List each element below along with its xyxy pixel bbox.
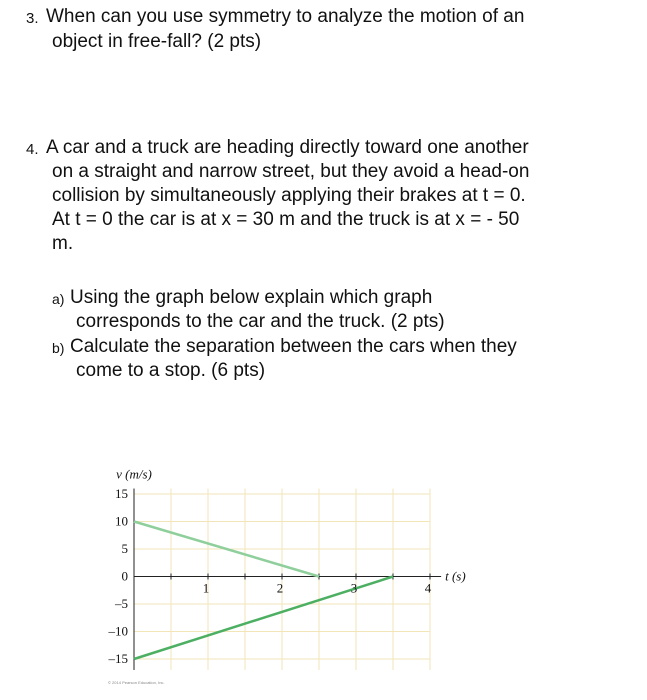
question-3-line-2: object in free-fall? (2 pts) xyxy=(52,31,262,52)
question-4-line-5: m. xyxy=(52,233,74,254)
part-b-label: b) xyxy=(52,340,65,356)
y-tick-label: –5 xyxy=(115,596,128,611)
part-a-line-1: Using the graph below explain which graph xyxy=(70,287,433,308)
y-tick-label: 5 xyxy=(121,541,128,556)
y-tick-label: 10 xyxy=(115,513,128,529)
question-3-number: 3. xyxy=(26,10,39,27)
question-4-line-2: on a straight and narrow street, but they avoid a head-on xyxy=(52,161,530,182)
x-tick-label: 3 xyxy=(350,580,358,596)
part-a-line-2: corresponds to the car and the truck. (2 pts) xyxy=(76,311,445,332)
part-b-line-1: Calculate the separation between the cars when they xyxy=(70,336,517,357)
y-tick-label: 15 xyxy=(115,486,128,501)
velocity-time-graph xyxy=(80,455,480,685)
question-3-line-1: When can you use symmetry to analyze the motion of an xyxy=(46,6,525,27)
axes xyxy=(134,489,441,671)
x-tick-label: 4 xyxy=(424,580,432,596)
question-4-number: 4. xyxy=(26,141,39,158)
labels xyxy=(108,467,466,686)
part-b-line-2: come to a stop. (6 pts) xyxy=(76,360,266,381)
x-tick-label: 1 xyxy=(202,580,210,596)
y-tick-label: 0 xyxy=(121,568,128,584)
y-tick-label: –15 xyxy=(108,651,128,666)
x-axis-label: t (s) xyxy=(445,568,466,584)
question-4-line-3: collision by simultaneously applying their brakes at t = 0. xyxy=(52,185,526,206)
part-a-label: a) xyxy=(52,291,65,307)
credit-text: © 2014 Pearson Education, Inc. xyxy=(108,680,165,685)
x-tick-label: 2 xyxy=(276,580,284,596)
y-tick-label: –10 xyxy=(108,623,128,639)
question-4-line-4: At t = 0 the car is at x = 30 m and the truck is at x = - 50 xyxy=(52,209,520,230)
question-4-line-1: A car and a truck are heading directly toward one another xyxy=(46,137,529,158)
y-axis-label: v (m/s) xyxy=(116,466,152,482)
